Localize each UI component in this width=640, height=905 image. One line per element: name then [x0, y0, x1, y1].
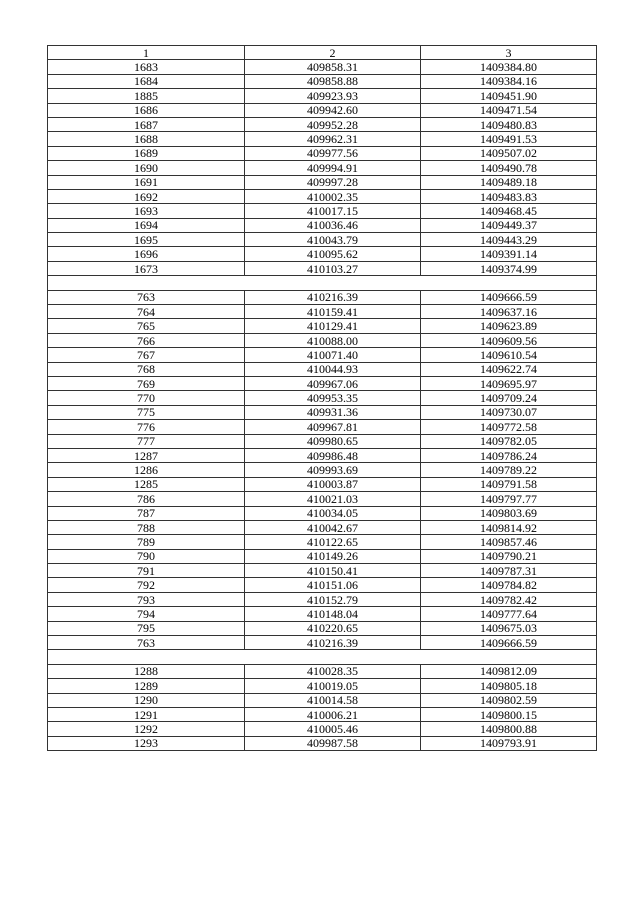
- point-number-cell: 1885: [48, 89, 245, 103]
- x-coordinate-cell: 410044.93: [245, 362, 421, 376]
- point-number-cell: 1292: [48, 722, 245, 736]
- y-coordinate-cell: 1409789.22: [421, 463, 597, 477]
- x-coordinate-cell: 410129.41: [245, 319, 421, 333]
- x-coordinate-cell: 410043.79: [245, 233, 421, 247]
- x-coordinate-cell: 410021.03: [245, 492, 421, 506]
- table-row: [48, 448, 597, 462]
- x-coordinate-cell: 409962.31: [245, 132, 421, 146]
- x-coordinate-cell: 409986.48: [245, 448, 421, 462]
- y-coordinate-cell: 1409800.88: [421, 722, 597, 736]
- x-coordinate-cell: 410005.46: [245, 722, 421, 736]
- y-coordinate-cell: 1409610.54: [421, 348, 597, 362]
- point-number-cell: 1689: [48, 146, 245, 160]
- y-coordinate-cell: 1409449.37: [421, 218, 597, 232]
- point-number-cell: 764: [48, 305, 245, 319]
- table-row: [48, 707, 597, 721]
- x-coordinate-cell: 409997.28: [245, 175, 421, 189]
- y-coordinate-cell: 1409666.59: [421, 290, 597, 304]
- y-coordinate-cell: 1409772.58: [421, 420, 597, 434]
- y-coordinate-cell: 1409803.69: [421, 506, 597, 520]
- table-row: [48, 679, 597, 693]
- point-number-cell: 792: [48, 578, 245, 592]
- point-number-cell: 1684: [48, 74, 245, 88]
- point-number-cell: 1290: [48, 693, 245, 707]
- x-coordinate-cell: 409953.35: [245, 391, 421, 405]
- point-number-cell: 1693: [48, 204, 245, 218]
- y-coordinate-cell: 1409791.58: [421, 477, 597, 491]
- table-row: [48, 578, 597, 592]
- table-row: [48, 290, 597, 304]
- y-coordinate-cell: 1409507.02: [421, 146, 597, 160]
- table-row: [48, 376, 597, 390]
- table-row: [48, 305, 597, 319]
- x-coordinate-cell: 409994.91: [245, 161, 421, 175]
- table-row: [48, 175, 597, 189]
- y-coordinate-cell: 1409709.24: [421, 391, 597, 405]
- y-coordinate-cell: 1409623.89: [421, 319, 597, 333]
- point-number-cell: 1287: [48, 448, 245, 462]
- point-number-cell: 1288: [48, 664, 245, 678]
- y-coordinate-cell: 1409793.91: [421, 736, 597, 750]
- y-coordinate-cell: 1409490.78: [421, 161, 597, 175]
- point-number-cell: 786: [48, 492, 245, 506]
- x-coordinate-cell: 410017.15: [245, 204, 421, 218]
- table-row: [48, 161, 597, 175]
- table-row: [48, 391, 597, 405]
- table-row: [48, 420, 597, 434]
- y-coordinate-cell: 1409695.97: [421, 376, 597, 390]
- point-number-cell: 1286: [48, 463, 245, 477]
- table-row: [48, 117, 597, 131]
- header-row: [48, 46, 597, 60]
- table-row: [48, 592, 597, 606]
- table-row: [48, 463, 597, 477]
- table-row: [48, 535, 597, 549]
- y-coordinate-cell: 1409666.59: [421, 636, 597, 650]
- point-number-cell: 791: [48, 564, 245, 578]
- table-row: [48, 204, 597, 218]
- y-coordinate-cell: 1409468.45: [421, 204, 597, 218]
- table-row: [48, 60, 597, 74]
- y-coordinate-cell: 1409805.18: [421, 679, 597, 693]
- y-coordinate-cell: 1409451.90: [421, 89, 597, 103]
- point-number-cell: 1673: [48, 261, 245, 275]
- point-number-cell: 1690: [48, 161, 245, 175]
- y-coordinate-cell: 1409374.99: [421, 261, 597, 275]
- section-separator-row: [48, 650, 597, 664]
- y-coordinate-cell: 1409609.56: [421, 333, 597, 347]
- y-coordinate-cell: 1409675.03: [421, 621, 597, 635]
- table-row: [48, 132, 597, 146]
- table-row: [48, 664, 597, 678]
- table-row: [48, 477, 597, 491]
- y-coordinate-cell: 1409784.82: [421, 578, 597, 592]
- x-coordinate-cell: 410149.26: [245, 549, 421, 563]
- table-row: [48, 722, 597, 736]
- point-number-cell: 1285: [48, 477, 245, 491]
- table-row: [48, 218, 597, 232]
- x-coordinate-cell: 410150.41: [245, 564, 421, 578]
- point-number-cell: 768: [48, 362, 245, 376]
- point-number-cell: 776: [48, 420, 245, 434]
- table-row: [48, 333, 597, 347]
- point-number-cell: 1293: [48, 736, 245, 750]
- table-row: [48, 434, 597, 448]
- x-coordinate-cell: 409923.93: [245, 89, 421, 103]
- x-coordinate-cell: 410028.35: [245, 664, 421, 678]
- table-row: [48, 348, 597, 362]
- x-coordinate-cell: 409942.60: [245, 103, 421, 117]
- point-number-cell: 1688: [48, 132, 245, 146]
- y-coordinate-cell: 1409857.46: [421, 535, 597, 549]
- point-number-cell: 1694: [48, 218, 245, 232]
- section-separator-row: [48, 276, 597, 290]
- point-number-cell: 1289: [48, 679, 245, 693]
- point-number-cell: 1683: [48, 60, 245, 74]
- table-row: [48, 362, 597, 376]
- separator-cell: [48, 276, 597, 290]
- table-row: [48, 636, 597, 650]
- y-coordinate-cell: 1409814.92: [421, 520, 597, 534]
- header-cell-x: 2: [245, 46, 421, 60]
- point-number-cell: 793: [48, 592, 245, 606]
- point-number-cell: 1696: [48, 247, 245, 261]
- y-coordinate-cell: 1409391.14: [421, 247, 597, 261]
- point-number-cell: 1692: [48, 189, 245, 203]
- x-coordinate-cell: 409967.81: [245, 420, 421, 434]
- table-row: [48, 189, 597, 203]
- point-number-cell: 766: [48, 333, 245, 347]
- table-row: [48, 607, 597, 621]
- point-number-cell: 1291: [48, 707, 245, 721]
- table-row: [48, 233, 597, 247]
- point-number-cell: 1686: [48, 103, 245, 117]
- point-number-cell: 765: [48, 319, 245, 333]
- y-coordinate-cell: 1409777.64: [421, 607, 597, 621]
- table-row: [48, 74, 597, 88]
- table-row: [48, 247, 597, 261]
- x-coordinate-cell: 409967.06: [245, 376, 421, 390]
- x-coordinate-cell: 410159.41: [245, 305, 421, 319]
- separator-cell: [48, 650, 597, 664]
- x-coordinate-cell: 410014.58: [245, 693, 421, 707]
- x-coordinate-cell: 409858.88: [245, 74, 421, 88]
- x-coordinate-cell: 409931.36: [245, 405, 421, 419]
- point-number-cell: 769: [48, 376, 245, 390]
- x-coordinate-cell: 410216.39: [245, 290, 421, 304]
- x-coordinate-cell: 410034.05: [245, 506, 421, 520]
- y-coordinate-cell: 1409802.59: [421, 693, 597, 707]
- x-coordinate-cell: 410151.06: [245, 578, 421, 592]
- y-coordinate-cell: 1409483.83: [421, 189, 597, 203]
- point-number-cell: 788: [48, 520, 245, 534]
- point-number-cell: 1691: [48, 175, 245, 189]
- y-coordinate-cell: 1409480.83: [421, 117, 597, 131]
- x-coordinate-cell: 410002.35: [245, 189, 421, 203]
- table-row: [48, 520, 597, 534]
- y-coordinate-cell: 1409790.21: [421, 549, 597, 563]
- x-coordinate-cell: 409980.65: [245, 434, 421, 448]
- x-coordinate-cell: 410003.87: [245, 477, 421, 491]
- table-row: [48, 492, 597, 506]
- point-number-cell: 767: [48, 348, 245, 362]
- point-number-cell: 777: [48, 434, 245, 448]
- table-row: [48, 621, 597, 635]
- x-coordinate-cell: 409993.69: [245, 463, 421, 477]
- x-coordinate-cell: 410088.00: [245, 333, 421, 347]
- y-coordinate-cell: 1409812.09: [421, 664, 597, 678]
- y-coordinate-cell: 1409797.77: [421, 492, 597, 506]
- y-coordinate-cell: 1409384.16: [421, 74, 597, 88]
- point-number-cell: 794: [48, 607, 245, 621]
- x-coordinate-cell: 410216.39: [245, 636, 421, 650]
- point-number-cell: 787: [48, 506, 245, 520]
- y-coordinate-cell: 1409800.15: [421, 707, 597, 721]
- x-coordinate-cell: 409858.31: [245, 60, 421, 74]
- table-body: [48, 46, 597, 751]
- y-coordinate-cell: 1409787.31: [421, 564, 597, 578]
- y-coordinate-cell: 1409782.05: [421, 434, 597, 448]
- y-coordinate-cell: 1409491.53: [421, 132, 597, 146]
- x-coordinate-cell: 410042.67: [245, 520, 421, 534]
- point-number-cell: 1695: [48, 233, 245, 247]
- coordinates-table: [47, 45, 597, 751]
- point-number-cell: 795: [48, 621, 245, 635]
- table-row: [48, 146, 597, 160]
- x-coordinate-cell: 410006.21: [245, 707, 421, 721]
- y-coordinate-cell: 1409786.24: [421, 448, 597, 462]
- x-coordinate-cell: 410148.04: [245, 607, 421, 621]
- x-coordinate-cell: 410019.05: [245, 679, 421, 693]
- table-row: [48, 564, 597, 578]
- y-coordinate-cell: 1409622.74: [421, 362, 597, 376]
- x-coordinate-cell: 410152.79: [245, 592, 421, 606]
- table-row: [48, 549, 597, 563]
- point-number-cell: 790: [48, 549, 245, 563]
- point-number-cell: 789: [48, 535, 245, 549]
- table-row: [48, 506, 597, 520]
- table-row: [48, 736, 597, 750]
- y-coordinate-cell: 1409637.16: [421, 305, 597, 319]
- y-coordinate-cell: 1409443.29: [421, 233, 597, 247]
- header-cell-y: 3: [421, 46, 597, 60]
- x-coordinate-cell: 410095.62: [245, 247, 421, 261]
- y-coordinate-cell: 1409471.54: [421, 103, 597, 117]
- x-coordinate-cell: 409952.28: [245, 117, 421, 131]
- point-number-cell: 775: [48, 405, 245, 419]
- y-coordinate-cell: 1409730.07: [421, 405, 597, 419]
- y-coordinate-cell: 1409489.18: [421, 175, 597, 189]
- table-row: [48, 319, 597, 333]
- table-row: [48, 693, 597, 707]
- y-coordinate-cell: 1409384.80: [421, 60, 597, 74]
- point-number-cell: 763: [48, 636, 245, 650]
- x-coordinate-cell: 410036.46: [245, 218, 421, 232]
- x-coordinate-cell: 410103.27: [245, 261, 421, 275]
- table-row: [48, 405, 597, 419]
- x-coordinate-cell: 410071.40: [245, 348, 421, 362]
- table-row: [48, 261, 597, 275]
- point-number-cell: 763: [48, 290, 245, 304]
- table-row: [48, 89, 597, 103]
- point-number-cell: 1687: [48, 117, 245, 131]
- x-coordinate-cell: 409987.58: [245, 736, 421, 750]
- header-cell-point: 1: [48, 46, 245, 60]
- x-coordinate-cell: 410220.65: [245, 621, 421, 635]
- x-coordinate-cell: 409977.56: [245, 146, 421, 160]
- y-coordinate-cell: 1409782.42: [421, 592, 597, 606]
- table-row: [48, 103, 597, 117]
- point-number-cell: 770: [48, 391, 245, 405]
- x-coordinate-cell: 410122.65: [245, 535, 421, 549]
